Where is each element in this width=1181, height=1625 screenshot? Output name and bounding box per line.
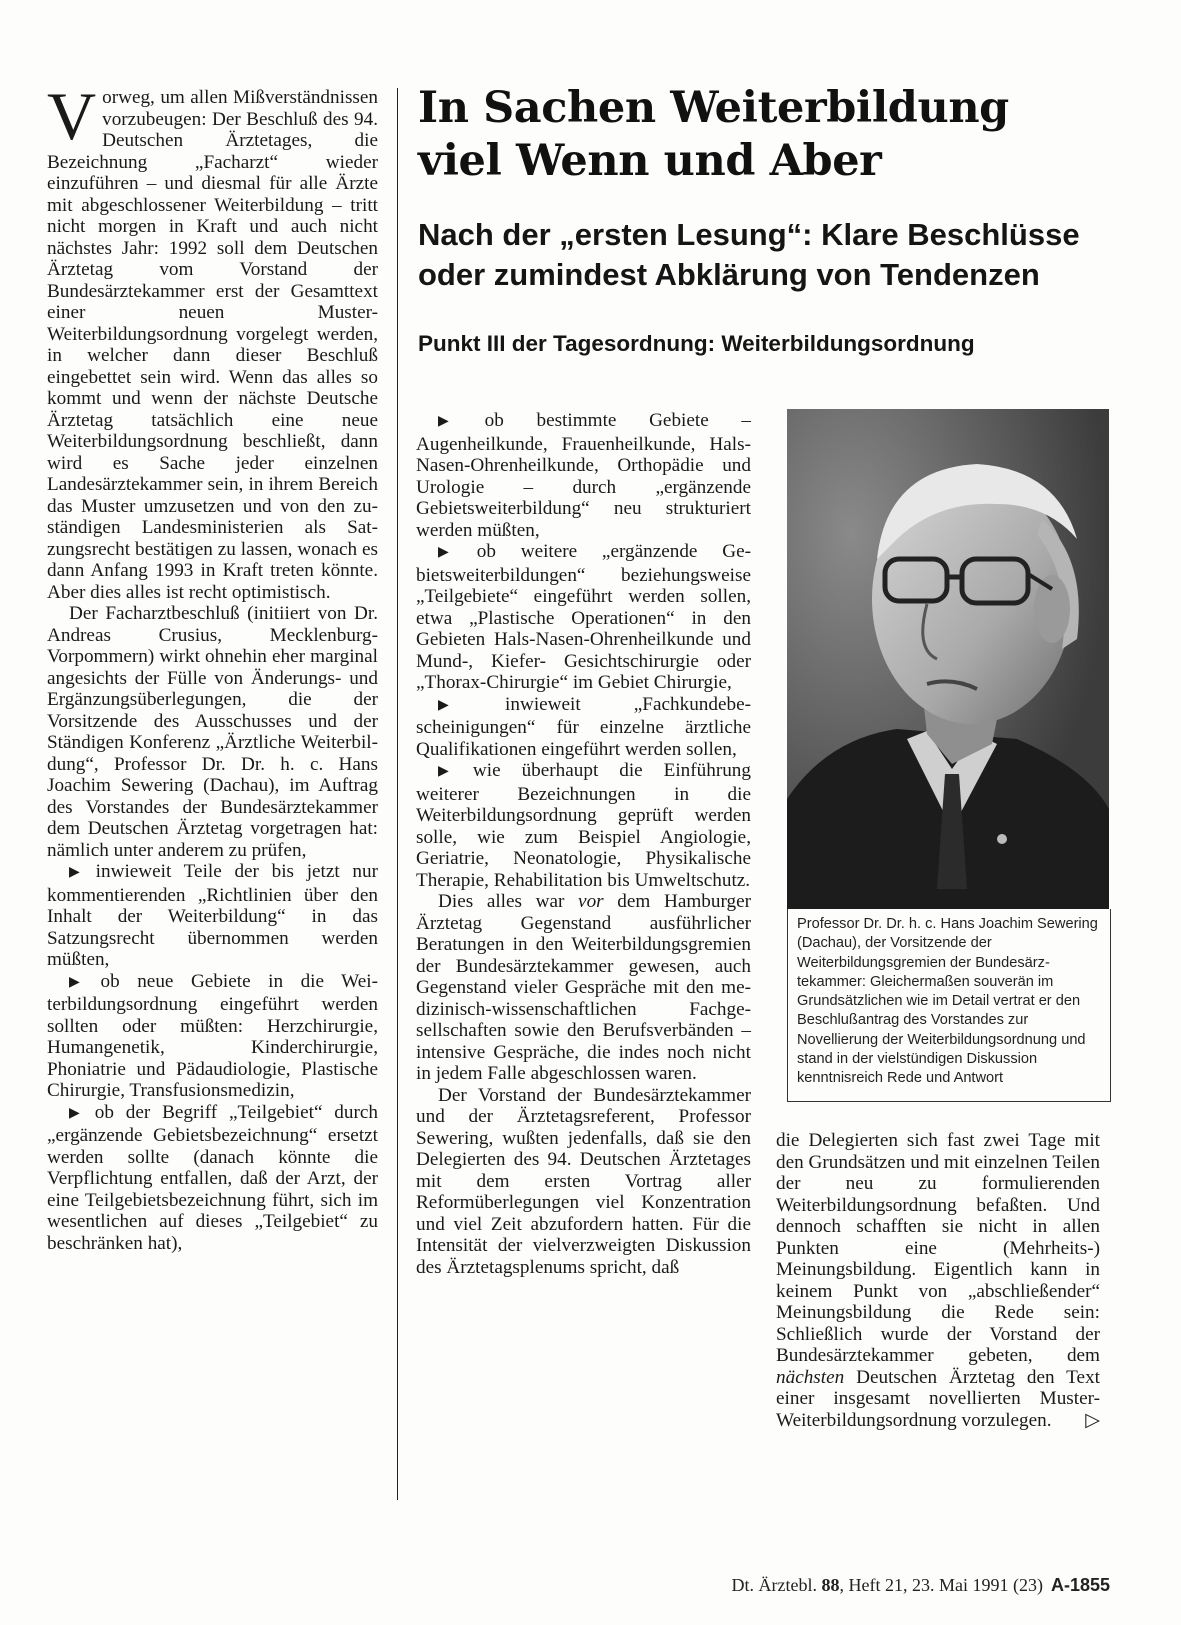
drop-cap: V bbox=[47, 78, 97, 154]
subtitle: Nach der „ersten Lesung“: Klare Beschlüsse oder zumindest Abklärung von Tendenzen bbox=[418, 217, 1080, 292]
bullet-item: ▶ ob der Begriff „Teilgebiet“ durch „ergänzende Gebietsbezeichnung“ ersetzt werden sollte (danach könnte die Verpflichtung entfallen, daß der Arzt, der eine Teilgebietsbezeichnung führt, sich im wesentlichen auf dieses „Teilgebiet“ zu beschränken hat), bbox=[47, 1101, 378, 1254]
portrait-photo bbox=[787, 409, 1109, 909]
photo-caption: Professor Dr. Dr. h. c. Hans Joachim Sewering (Dachau), der Vorsitzende der Weiterbildungsgremien der Bundesärztekammer: Gleichermaßen souverän im Grundsätzlichen wie im Detail vertrat er den Beschlußantrag des Vorstandes zur Novellierung der Weiterbildungsordnung und stand in der vielstündigen Diskussion kenntnisreich Rede und Antwort bbox=[787, 909, 1111, 1102]
bullet-item: ▶ inwieweit „Fachkundebescheinigungen“ für einzelne ärztliche Qualifikationen eingeführt werden sollen, bbox=[416, 693, 751, 760]
portrait-illustration bbox=[787, 409, 1109, 909]
article-column-3 bbox=[776, 1130, 1100, 1431]
page-number: A-1855 bbox=[1050, 1575, 1110, 1595]
bullet-item: ▶ ob bestimmte Gebiete – Augenheilkunde, Frauenheilkunde, Hals-Nasen-Ohrenheilkunde, Orthopädie und Urologie – durch „ergänzende Gebietsweiterbildung“ neu strukturiert werden müßten, bbox=[416, 410, 751, 541]
end-triangle-icon: ▷ bbox=[1085, 1409, 1100, 1431]
agenda-item: Punkt III der Tagesordnung: Weiterbildungsordnung bbox=[418, 331, 975, 356]
bullet-item: ▶ ob weitere „ergänzende Gebietsweiterbildungen“ beziehungsweise „Teilgebiete“ eingeführt werden sollen, etwa „Plastische Operationen“ in den Gebieten Hals-Nasen-Ohrenheilkunde und Mund-, Kiefer- Gesichtschirurgie oder „Thorax-Chirurgie“ im Gebiet Chirurgie, bbox=[416, 541, 751, 693]
triangle-bullet-icon: ▶ bbox=[438, 764, 465, 779]
article-column-2 bbox=[416, 410, 751, 1278]
column-divider bbox=[397, 88, 398, 1500]
volume-number: 88 bbox=[821, 1575, 840, 1595]
triangle-bullet-icon: ▶ bbox=[438, 414, 477, 429]
triangle-bullet-icon: ▶ bbox=[69, 865, 88, 880]
body-paragraph: Der Facharztbeschluß (initiiert von Dr. Andreas Crusius, Mecklenburg-Vorpommern) wirkt ohnehin eher marginal angesichts der Fülle von Änderungs- und Ergänzungsüberlegungen, die der Vorsitzende des Ausschusses und der Ständigen Konferenz „Ärztliche Weiterbildung“, Professor Dr. Dr. h. c. Hans Joachim Sewering (Dachau), im Auftrag des Vorstandes der Bundesärztekammer dem Deutschen Ärztetag vorgetragen hat: nämlich unter anderem zu prüfen, bbox=[47, 603, 378, 861]
headline: In Sachen Weiterbildung viel Wenn und Aber bbox=[418, 83, 1009, 186]
triangle-bullet-icon: ▶ bbox=[69, 974, 93, 990]
triangle-bullet-icon: ▶ bbox=[438, 697, 498, 713]
triangle-bullet-icon: ▶ bbox=[69, 1105, 87, 1121]
bullet-item: ▶ inwieweit Teile der bis jetzt nur kommentierenden „Richtlinien über den Inhalt der Weiterbildung“ in das Satzungsrecht übernommen werden müßten, bbox=[47, 861, 378, 970]
body-paragraph: Der Vorstand der Bundesärztekammer und der Ärztetagsreferent, Professor Sewering, wußten jedenfalls, daß sie den Delegierten des 94. Deutschen Ärztetages mit dem ersten Vortrag aller Reformüberlegungen viel Konzentration und viel Zeit abzufordern hatten. Für die Intensität der vielverzweigten Diskussion des Ärztetagsplenums spricht, daß bbox=[416, 1084, 751, 1278]
triangle-bullet-icon: ▶ bbox=[438, 545, 469, 560]
article-column-1 bbox=[47, 78, 378, 1254]
intro-paragraph: orweg, um allen Mißverständnissen vorzubeugen: Der Beschluß des 94. Deutschen Ärztetages, die Bezeichnung „Facharzt“ wieder einzuführen – und diesmal für alle Ärzte mit abgeschlossener Weiterbildung – tritt nicht morgen in Kraft und auch nicht nächstes Jahr: 1992 soll dem Deutschen Ärztetag vom Vorstand der Bundesärztekammer erst der Gesamttext einer neuen Muster-Weiterbildungsordnung vorgelegt werden, in welcher dann dieser Beschluß eingebettet sein wird. Wenn das alles so kommt und wenn der nächste Deutsche Ärztetag tatsächlich eine neue Weiterbildungsordnung beschließt, dann wird es Sache jeder einzelnen Landesärztekammer sein, in ihrem Bereich das Muster umzusetzen und von den zuständigen Landesministerien als Satzungsrecht bestätigen zu lassen, wonach es dann Anfang 1993 in Kraft treten könnte. Aber dies alles ist recht optimistisch. bbox=[47, 87, 378, 603]
bullet-item: ▶ wie überhaupt die Einführung weiterer Bezeichnungen in die Weiterbildungsordnung geprüft werden solle, wie zum Beispiel Angiologie, Geriatrie, Neonatologie, Physikalische Therapie, Rehabilitation bis Umweltschutz. bbox=[416, 760, 751, 891]
page-footer: Dt. Ärztebl. 88, Heft 21, 23. Mai 1991 (23) A-1855 bbox=[731, 1575, 1110, 1595]
bullet-item: ▶ ob neue Gebiete in die Weiterbildungsordnung eingeführt werden sollten oder müßten: Herzchirurgie, Humangenetik, Kinderchirurgie, Phoniatrie und Pädaudiologie, Plastische Chirurgie, Transfusionsmedizin, bbox=[47, 970, 378, 1101]
body-paragraph: die Delegierten sich fast zwei Tage mit den Grundsätzen und mit einzelnen Teilen der neu zu formulierenden Weiterbildungsordnung befaßten. Und dennoch schafften sie nicht in allen Punkten eine (Mehrheits-) Meinungsbildung. Eigentlich kann in keinem Punkt von „abschließender“ Meinungsbildung die Rede sein: Schließlich wurde der Vorstand der Bundesärztekammer gebeten, dem nächsten Deutschen Ärztetag den Text einer insgesamt novellierten Muster-Weiterbildungsordnung vorzulegen. ▷ bbox=[776, 1130, 1100, 1431]
body-paragraph: Dies alles war vor dem Hamburger Ärztetag Gegenstand ausführlicher Beratungen in den Weiterbildungsgremien der Bundesärztekammer gewesen, auch Gegenstand vieler Gespräche mit den medizinisch-wissenschaftlichen Fachgesellschaften sowie den Berufsverbänden – intensive Gespräche, die indes noch nicht in jedem Falle abgeschlossen waren. bbox=[416, 891, 751, 1084]
